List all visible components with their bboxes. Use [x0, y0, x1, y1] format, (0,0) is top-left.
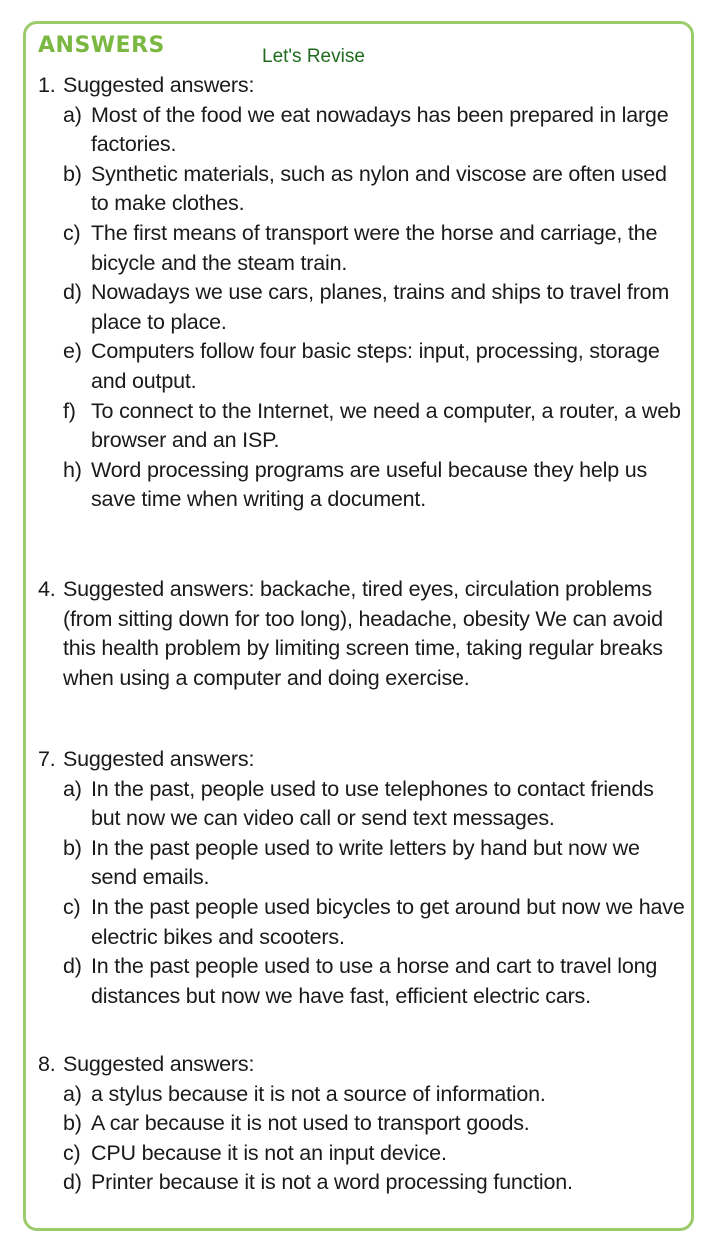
answer-letter: a) [63, 776, 82, 801]
question-number: 7. [38, 747, 56, 771]
answer-letter: b) [63, 835, 82, 860]
answer-item [63, 397, 688, 456]
answer-item [63, 278, 688, 337]
answer-text: Most of the food we eat nowadays has been prepared in large factories. [91, 102, 669, 157]
question-1 [38, 71, 688, 515]
answer-text: A car because it is not used to transport goods. [91, 1111, 530, 1136]
answer-text: Synthetic materials, such as nylon and viscose are often used to make clothes. [91, 161, 667, 216]
question-number: 8. [38, 1052, 56, 1076]
question-intro: Suggested answers: [63, 747, 255, 771]
answer-text: In the past people used to use a horse and cart to travel long distances but now we have fast, efficient electric cars. [91, 954, 658, 1008]
answer-item [63, 101, 688, 160]
question-number: 4. [38, 577, 56, 601]
answer-letter: b) [63, 1111, 82, 1136]
answer-letter: c) [63, 220, 81, 245]
question-8 [38, 1050, 688, 1198]
answer-letter: d) [63, 280, 82, 305]
answer-letter: b) [63, 161, 82, 186]
answer-letter: a) [63, 1081, 82, 1106]
question-intro: Suggested answers: backache, tired eyes, circulation problems (from sitting down for too long), headache, obesity We can avoid this health problem by limiting screen time, taking regular breaks when using a computer and doing exercise. [63, 577, 663, 690]
question-intro: Suggested answers: [63, 1052, 255, 1076]
answer-letter: f) [63, 398, 76, 423]
answer-letter: a) [63, 102, 82, 127]
answer-letter: c) [63, 1140, 81, 1165]
answer-item [63, 1168, 688, 1198]
answer-letter: d) [63, 1170, 82, 1195]
answer-letter: e) [63, 339, 82, 364]
answer-item [63, 456, 688, 515]
answer-item [63, 893, 688, 952]
answer-text: CPU because it is not an input device. [91, 1140, 447, 1165]
answer-text: Computers follow four basic steps: input, processing, storage and output. [91, 339, 660, 393]
answer-letter: h) [63, 457, 82, 482]
answer-item [63, 834, 688, 893]
answer-item [63, 952, 688, 1011]
answers-heading: ANSWERS [38, 33, 165, 58]
answer-text: To connect to the Internet, we need a computer, a router, a web browser and an ISP. [91, 398, 681, 453]
answer-text: Printer because it is not a word processing function. [91, 1170, 573, 1195]
question-4 [38, 575, 688, 693]
answer-text: Word processing programs are useful because they help us save time when writing a document. [91, 457, 648, 512]
answer-item [63, 1139, 688, 1169]
answer-text: The first means of transport were the horse and carriage, the bicycle and the steam train. [91, 220, 658, 275]
answer-item [63, 1109, 688, 1139]
answer-letter: c) [63, 894, 81, 919]
question-7 [38, 745, 688, 1011]
answer-item [63, 1080, 688, 1110]
question-number: 1. [38, 73, 56, 97]
question-intro: Suggested answers: [63, 73, 255, 97]
answer-item [63, 337, 688, 396]
answer-letter: d) [63, 954, 82, 979]
answer-text: a stylus because it is not a source of information. [91, 1081, 546, 1106]
answer-item [63, 775, 688, 834]
lets-revise-title: Let's Revise [262, 46, 365, 67]
answer-text: In the past, people used to use telephones to contact friends but now we can video call or send text messages. [91, 776, 654, 831]
answer-item [63, 160, 688, 219]
answer-text: Nowadays we use cars, planes, trains and ships to travel from place to place. [91, 280, 670, 334]
answer-text: In the past people used bicycles to get around but now we have electric bikes and scooters. [91, 894, 685, 949]
answer-item [63, 219, 688, 278]
answer-text: In the past people used to write letters by hand but now we send emails. [91, 835, 640, 890]
